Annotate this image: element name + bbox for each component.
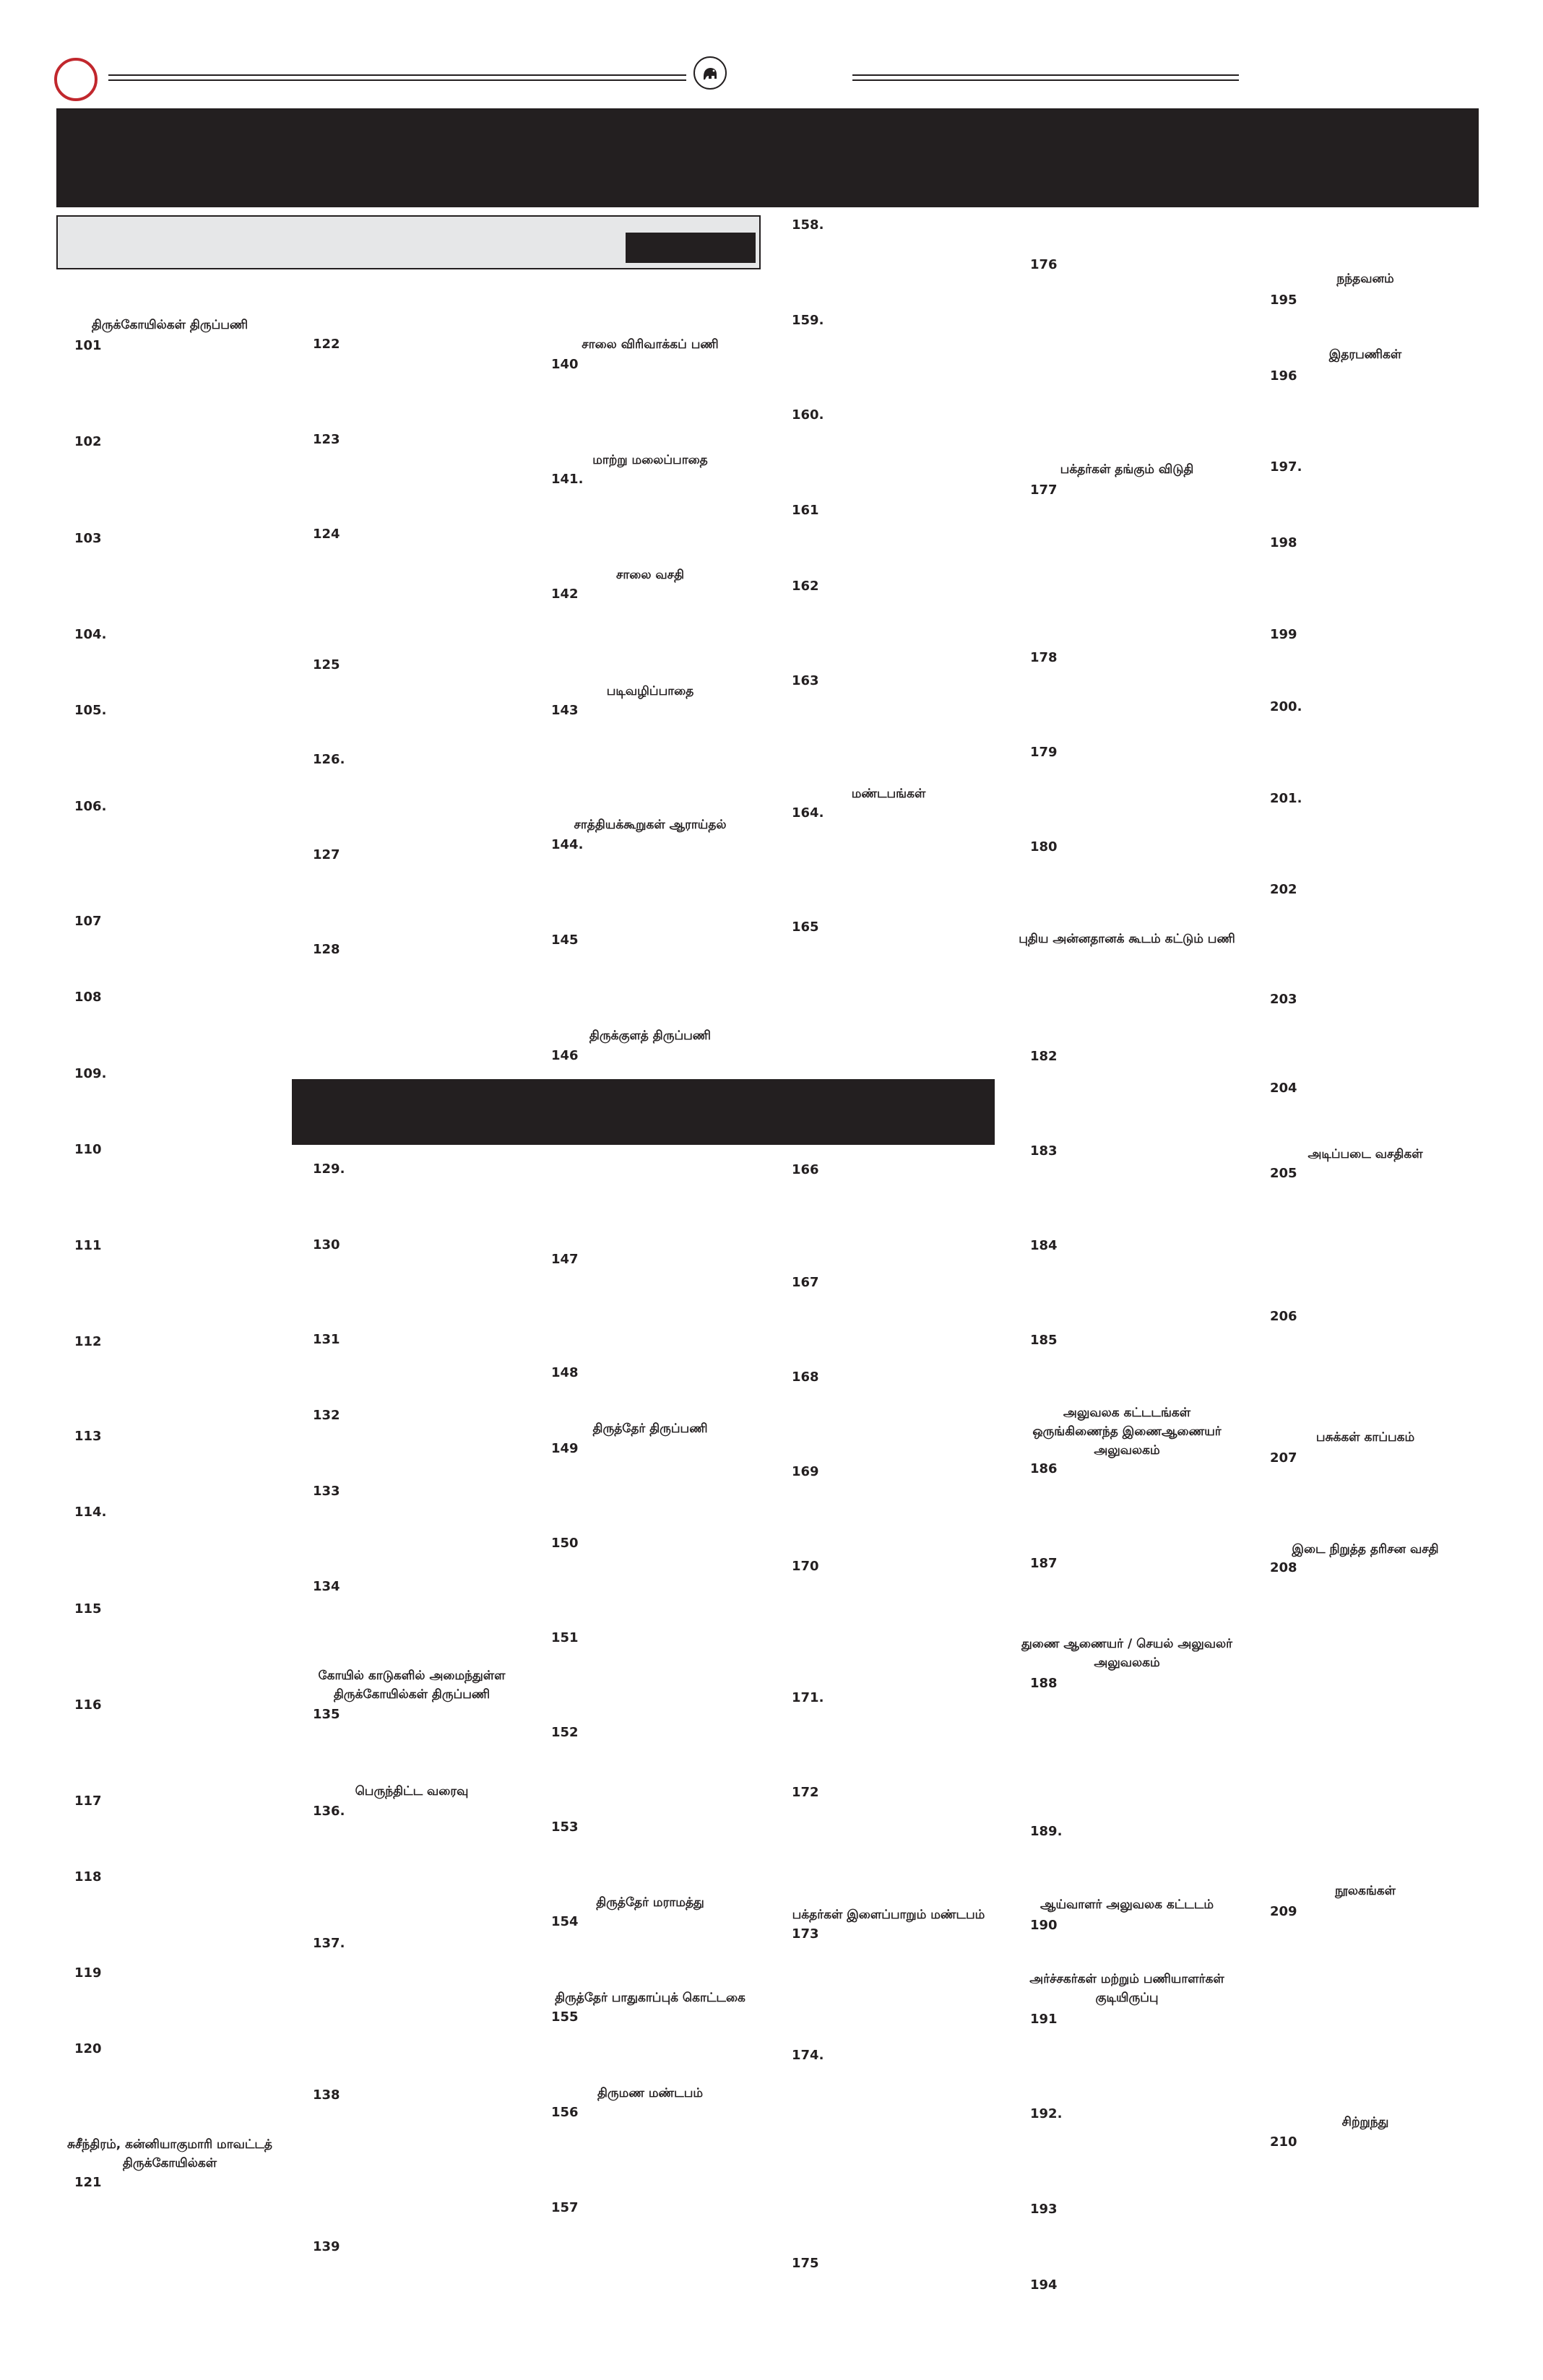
item-number: 128 xyxy=(313,942,340,957)
heading-deputy-commissioner-office: துணை ஆணையர் / செயல் அலுவலர் அலுவலகம் xyxy=(1021,1637,1233,1670)
item-number: 129. xyxy=(313,1161,345,1177)
heading-chariot-maintenance: திருத்தேர் மராமத்து xyxy=(596,1895,704,1910)
item-number: 117 xyxy=(74,1793,102,1809)
item-number: 160. xyxy=(792,407,824,423)
item-number: 114. xyxy=(74,1505,107,1520)
item-number: 193 xyxy=(1030,2202,1058,2217)
header-rule-right-top xyxy=(852,74,1239,76)
item-number: 141. xyxy=(551,472,584,487)
item-number: 187 xyxy=(1030,1556,1058,1571)
heading-basic-facilities: அடிப்படை வசதிகள் xyxy=(1308,1147,1423,1161)
item-number: 198 xyxy=(1270,535,1297,550)
item-number: 197. xyxy=(1270,459,1302,475)
item-number: 162 xyxy=(792,579,819,594)
item-number: 183 xyxy=(1030,1143,1058,1159)
item-number: 151 xyxy=(551,1630,579,1645)
item-number: 102 xyxy=(74,434,102,449)
item-number: 145 xyxy=(551,932,579,948)
item-number: 180 xyxy=(1030,839,1058,854)
heading-mandapams: மண்டபங்கள் xyxy=(851,787,926,801)
item-number: 105. xyxy=(74,703,107,718)
item-number: 124 xyxy=(313,527,340,542)
item-number: 113 xyxy=(74,1429,102,1444)
item-number: 152 xyxy=(551,1725,579,1740)
item-number: 146 xyxy=(551,1048,579,1063)
item-number: 103 xyxy=(74,531,102,546)
item-number: 135 xyxy=(313,1707,340,1722)
item-number: 140 xyxy=(551,357,579,372)
item-number: 115 xyxy=(74,1601,102,1617)
item-number: 138 xyxy=(313,2087,340,2103)
header-rule-right-bottom xyxy=(852,79,1239,81)
item-number: 125 xyxy=(313,657,340,672)
header-rule-left-top xyxy=(108,74,686,76)
heading-minibus: சிற்றுந்து xyxy=(1341,2115,1389,2129)
item-number: 144. xyxy=(551,837,584,852)
item-number: 196 xyxy=(1270,368,1297,384)
heading-stair-path: படிவழிப்பாதை xyxy=(606,684,694,698)
heading-road-facility: சாலை வசதி xyxy=(615,568,685,582)
item-number: 134 xyxy=(313,1579,340,1594)
heading-queue-facility: இடை நிறுத்த தரிசன வசதி xyxy=(1292,1542,1439,1557)
heading-master-plan: பெருந்திட்ட வரைவு xyxy=(355,1784,469,1799)
heading-libraries: நூலகங்கள் xyxy=(1335,1884,1396,1898)
item-number: 207 xyxy=(1270,1450,1297,1466)
heading-kanyakumari-temples: சுசீந்திரம், கன்னியாகுமாரி மாவட்டத் திருக்கோயில்கள் xyxy=(66,2137,273,2171)
item-number: 106. xyxy=(74,799,107,814)
item-number: 107 xyxy=(74,914,102,929)
title-banner xyxy=(56,108,1479,207)
item-number: 191 xyxy=(1030,2012,1058,2027)
item-number: 170 xyxy=(792,1559,819,1574)
item-number: 133 xyxy=(313,1484,340,1499)
item-number: 173 xyxy=(792,1926,819,1942)
heading-chariot-renovation: திருத்தேர் திருப்பணி xyxy=(592,1421,708,1436)
item-number: 139 xyxy=(313,2239,340,2254)
item-number: 167 xyxy=(792,1275,819,1290)
item-number: 143 xyxy=(551,703,579,718)
item-number: 158. xyxy=(792,217,824,233)
item-number: 171. xyxy=(792,1690,824,1705)
item-number: 149 xyxy=(551,1441,579,1456)
item-number: 200. xyxy=(1270,699,1302,714)
item-number: 101 xyxy=(74,338,102,353)
item-number: 174. xyxy=(792,2048,824,2063)
heading-road-widening: சாலை விரிவாக்கப் பணி xyxy=(582,337,719,352)
heading-devotee-rest-mandapam: பக்தர்கள் இளைப்பாறும் மண்டபம் xyxy=(792,1908,985,1922)
heading-priests-quarters: அர்ச்சகர்கள் மற்றும் பணியாளர்கள் குடியிருப்பு xyxy=(1029,1972,1224,2005)
item-number: 189. xyxy=(1030,1824,1063,1839)
item-number: 205 xyxy=(1270,1166,1297,1181)
heading-garden: நந்தவனம் xyxy=(1336,272,1394,286)
item-number: 148 xyxy=(551,1365,579,1380)
item-number: 126. xyxy=(313,752,345,767)
heading-feasibility: சாத்தியக்கூறுகள் ஆராய்தல் xyxy=(574,818,727,832)
item-number: 137. xyxy=(313,1936,345,1951)
item-number: 159. xyxy=(792,313,824,328)
emblem-icon xyxy=(693,56,727,90)
item-number: 210 xyxy=(1270,2134,1297,2150)
item-number: 163 xyxy=(792,673,819,688)
item-number: 118 xyxy=(74,1869,102,1884)
item-number: 204 xyxy=(1270,1081,1297,1096)
item-number: 199 xyxy=(1270,627,1297,642)
item-number: 202 xyxy=(1270,882,1297,897)
red-circle-icon xyxy=(54,58,98,101)
item-number: 194 xyxy=(1030,2277,1058,2293)
item-number: 201. xyxy=(1270,791,1302,806)
item-number: 108 xyxy=(74,990,102,1005)
item-number: 157 xyxy=(551,2200,579,2215)
item-number: 156 xyxy=(551,2105,579,2120)
heading-cattle-shed: பசுக்கள் காப்பகம் xyxy=(1315,1430,1415,1445)
item-number: 131 xyxy=(313,1332,340,1347)
item-number: 132 xyxy=(313,1408,340,1423)
item-number: 192. xyxy=(1030,2106,1063,2121)
item-number: 168 xyxy=(792,1369,819,1385)
item-number: 154 xyxy=(551,1914,579,1929)
item-number: 169 xyxy=(792,1464,819,1479)
heading-forest-temples: கோயில் காடுகளில் அமைந்துள்ள திருக்கோயில்கள் திருப்பணி xyxy=(318,1669,506,1702)
item-number: 195 xyxy=(1270,293,1297,308)
item-number: 176 xyxy=(1030,257,1058,272)
item-number: 123 xyxy=(313,432,340,447)
item-number: 155 xyxy=(551,2009,579,2025)
item-number: 186 xyxy=(1030,1461,1058,1476)
item-number: 112 xyxy=(74,1334,102,1349)
item-number: 164. xyxy=(792,805,824,821)
item-number: 111 xyxy=(74,1238,102,1253)
item-number: 142 xyxy=(551,587,579,602)
section-header-tab xyxy=(626,233,756,263)
item-number: 110 xyxy=(74,1142,102,1157)
heading-tank-renovation: திருக்குளத் திருப்பணி xyxy=(589,1029,712,1043)
heading-office-buildings: அலுவலக கட்டடங்கள் ஒருங்கிணைந்த இணைஆணையர் அலுவலகம் xyxy=(1032,1406,1222,1458)
item-number: 179 xyxy=(1030,745,1058,760)
item-number: 182 xyxy=(1030,1049,1058,1064)
item-number: 130 xyxy=(313,1237,340,1252)
item-number: 127 xyxy=(313,847,340,862)
item-number: 161 xyxy=(792,503,819,518)
item-number: 177 xyxy=(1030,483,1058,498)
heading-inspector-office: ஆய்வாளர் அலுவலக கட்டடம் xyxy=(1040,1897,1214,1912)
item-number: 120 xyxy=(74,2041,102,2056)
heading-temple-renovation: திருக்கோயில்கள் திருப்பணி xyxy=(91,318,248,332)
item-number: 121 xyxy=(74,2175,102,2190)
elephant-emblem-icon xyxy=(699,62,721,84)
item-number: 122 xyxy=(313,337,340,352)
item-number: 150 xyxy=(551,1536,579,1551)
item-number: 119 xyxy=(74,1965,102,1981)
item-number: 203 xyxy=(1270,992,1297,1007)
heading-annadhanam-hall: புதிய அன்னதானக் கூடம் கட்டும் பணி xyxy=(1019,932,1235,946)
item-number: 185 xyxy=(1030,1333,1058,1348)
heading-alternate-hill-path: மாற்று மலைப்பாதை xyxy=(592,453,708,467)
item-number: 206 xyxy=(1270,1309,1297,1324)
item-number: 208 xyxy=(1270,1560,1297,1575)
item-number: 175 xyxy=(792,2256,819,2271)
heading-other-works: இதரபணிகள் xyxy=(1328,347,1402,362)
item-number: 153 xyxy=(551,1819,579,1835)
item-number: 166 xyxy=(792,1162,819,1177)
item-number: 188 xyxy=(1030,1676,1058,1691)
item-number: 165 xyxy=(792,919,819,935)
heading-wedding-hall: திருமண மண்டபம் xyxy=(597,2086,704,2100)
item-number: 116 xyxy=(74,1697,102,1713)
item-number: 190 xyxy=(1030,1918,1058,1933)
item-number: 109. xyxy=(74,1066,107,1081)
heading-devotee-lodge: பக்தர்கள் தங்கும் விடுதி xyxy=(1060,462,1194,477)
heading-chariot-shed: திருத்தேர் பாதுகாப்புக் கொட்டகை xyxy=(555,1991,745,2005)
item-number: 136. xyxy=(313,1804,345,1819)
item-number: 104. xyxy=(74,627,107,642)
section-divider-bar xyxy=(292,1079,995,1145)
item-number: 178 xyxy=(1030,650,1058,665)
item-number: 209 xyxy=(1270,1904,1297,1919)
item-number: 172 xyxy=(792,1785,819,1800)
item-number: 184 xyxy=(1030,1238,1058,1253)
item-number: 147 xyxy=(551,1252,579,1267)
header-rule-left-bottom xyxy=(108,79,686,81)
